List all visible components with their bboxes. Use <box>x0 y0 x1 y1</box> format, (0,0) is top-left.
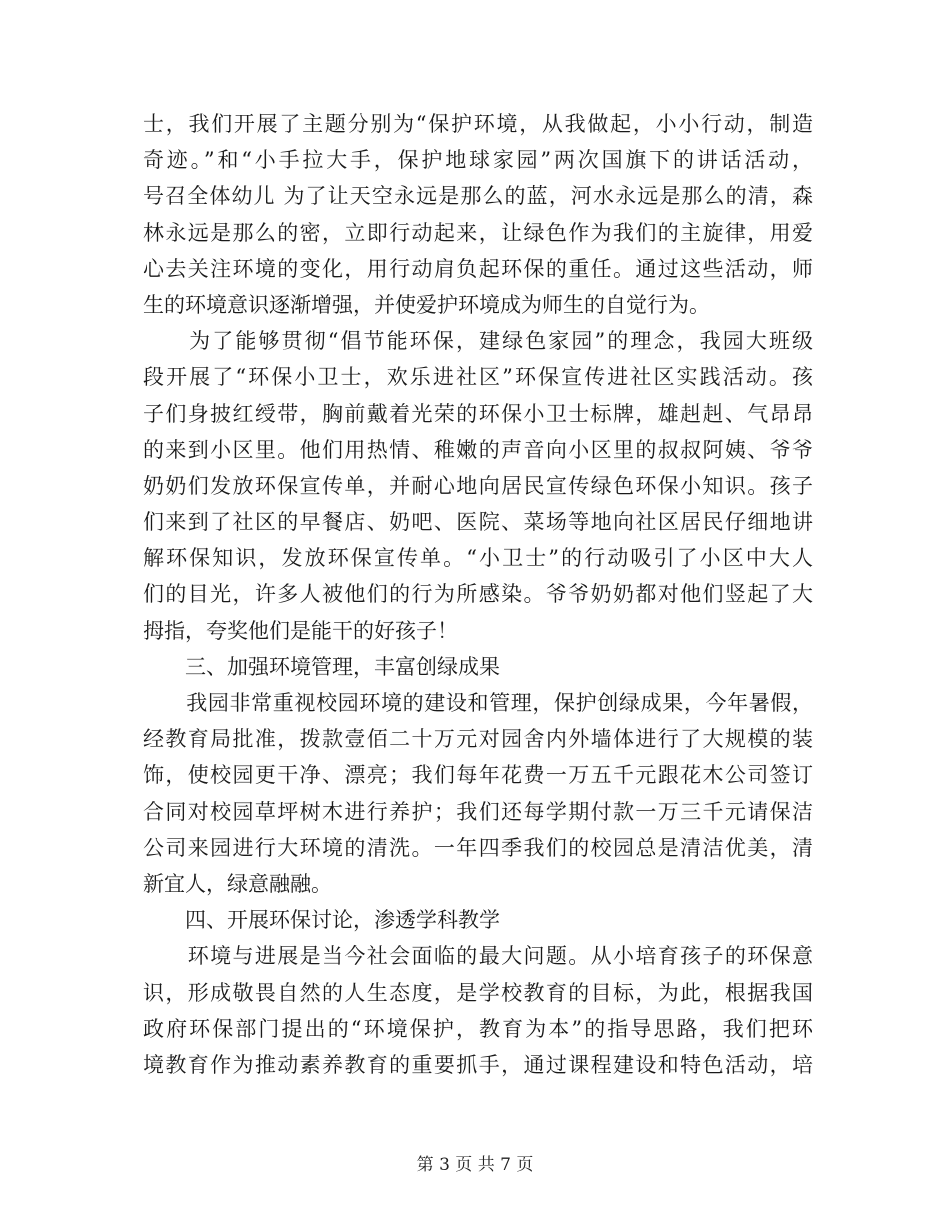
section-heading: 四、开展环保讨论，渗透学科教学 <box>143 908 500 933</box>
text-line: 的来到小区里。他们用热情、稚嫩的声音向小区里的叔叔阿姨、爷爷 <box>143 437 813 462</box>
text-line: 饰，使校园更干净、漂亮；我们每年花费一万五千元跟花木公司签订 <box>143 763 813 788</box>
page-number: 第 3 页 共 7 页 <box>416 1155 534 1175</box>
text-line: 新宜人，绿意融融。 <box>143 871 332 896</box>
text-line: 士，我们开展了主题分别为“保护环境，从我做起，小小行动，制造 <box>143 112 813 136</box>
text-line: 段开展了“环保小卫士，欢乐进社区”环保宣传进社区实践活动。孩 <box>143 365 813 390</box>
text-line: 心去关注环境的变化，用行动肩负起环保的重任。通过这些活动，师 <box>143 256 813 281</box>
text-line: 奶奶们发放环保宣传单，并耐心地向居民宣传绿色环保小知识。孩子 <box>143 473 813 498</box>
text-line: 公司来园进行大环境的清洗。一年四季我们的校园总是清洁优美，清 <box>143 835 813 860</box>
text-line: 们来到了社区的早餐店、奶吧、医院、菜场等地向社区居民仔细地讲 <box>143 510 813 535</box>
text-line: 解环保知识，发放环保宣传单。“小卫士”的行动吸引了小区中大人 <box>143 546 813 571</box>
text-line: 林永远是那么的密，立即行动起来，让绿色作为我们的主旋律，用爱 <box>143 220 813 245</box>
document-body <box>143 106 813 1083</box>
text-line: 经教育局批准，拨款壹佰二十万元对园舍内外墙体进行了大规模的装 <box>143 727 813 752</box>
text-line: 识，形成敬畏自然的人生态度，是学校教育的目标，为此，根据我国 <box>143 980 813 1005</box>
text-line: 拇指，夸奖他们是能干的好孩子！ <box>143 618 458 643</box>
text-line: 奇迹。”和“小手拉大手，保护地球家园”两次国旗下的讲话活动， <box>143 148 813 173</box>
text-line: 们的目光，许多人被他们的行为所感染。爷爷奶奶都对他们竖起了大 <box>143 582 813 607</box>
text-line: 子们身披红绶带，胸前戴着光荣的环保小卫士标牌，雄赳赳、气昂昂 <box>143 401 813 426</box>
section-heading: 三、加强环境管理，丰富创绿成果 <box>143 654 500 679</box>
text-line: 号召全体幼儿 为了让天空永远是那么的蓝，河水永远是那么的清，森 <box>143 184 813 209</box>
text-line: 环境与进展是当今社会面临的最大问题。从小培育孩子的环保意 <box>143 944 813 969</box>
text-line: 政府环保部门提出的“环境保护，教育为本”的指导思路，我们把环 <box>143 1016 813 1041</box>
text-line: 生的环境意识逐渐增强，并使爱护环境成为师生的自觉行为。 <box>143 292 710 317</box>
text-line: 合同对校园草坪树木进行养护；我们还每学期付款一万三千元请保洁 <box>143 799 813 824</box>
text-line: 我园非常重视校园环境的建设和管理，保护创绿成果，今年暑假， <box>143 691 813 715</box>
text-line: 为了能够贯彻“倡节能环保，建绿色家园”的理念，我园大班级 <box>143 329 813 354</box>
text-line: 境教育作为推动素养教育的重要抓手，通过课程建设和特色活动，培 <box>143 1052 813 1077</box>
